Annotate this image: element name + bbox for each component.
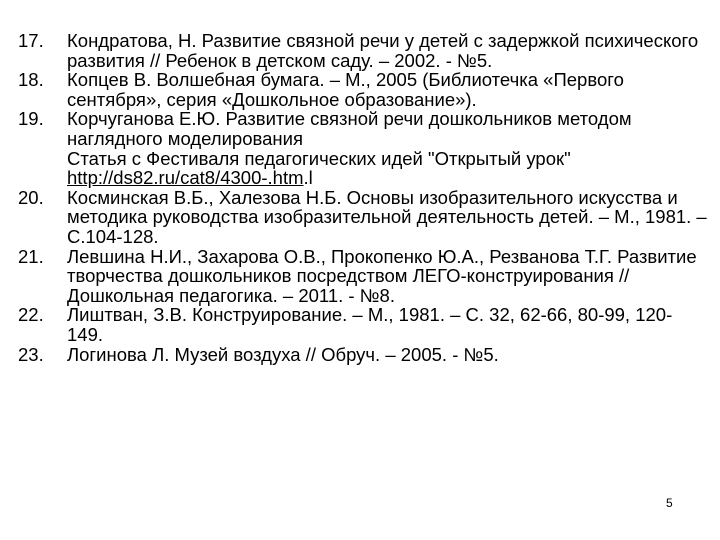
reference-text: Кондратова, Н. Развитие связной речи у детей с задержкой психического развития // Ребенок в детском саду. – 2002. - №5. [67,30,699,71]
reference-number: 23. [18,343,44,365]
reference-body [67,109,708,187]
reference-text: Левшина Н.И., Захарова О.В., Прокопенко Ю.А., Резванова Т.Г. Развитие творчества дошкольников посредством ЛЕГО-конструирования //Дошкольная педагогика. – 2011. - №8. [67,245,697,306]
reference-item [18,305,708,344]
reference-link[interactable]: http://ds82.ru/cat8/4300-.htm [67,167,304,189]
reference-item [18,247,708,306]
reference-text: Косминская В.Б., Халезова Н.Б. Основы изобразительного искусства и методика руководства изобразительной деятельность детей. – М., 1981. – С.104-128. [67,186,707,247]
reference-item [18,70,708,109]
reference-item [18,188,708,247]
reference-text: Лиштван, З.В. Конструирование. – М., 1981. – С. 32, 62-66, 80-99, 120-149. [67,304,673,345]
reference-number: 17. [18,30,44,51]
reference-text: Логинова Л. Музей воздуха // Обруч. – 2005. - №5. [67,343,499,365]
reference-source-text: Статья с Фестиваля педагогических идей "Открытый урок" [67,147,571,169]
reference-item [18,345,708,365]
reference-number: 21. [18,245,44,267]
reference-text: Копцев В. Волшебная бумага. – М., 2005 (Библиотечка «Первого сентября», серия «Дошкольное образование»). [67,69,624,110]
reference-item [18,31,708,70]
reference-list [18,31,708,364]
reference-link-suffix: .l [303,167,313,189]
page-number: 5 [666,496,673,510]
reference-number: 22. [18,304,44,326]
reference-number: 20. [18,186,44,208]
reference-item [18,109,708,187]
reference-number: 18. [18,69,44,91]
reference-text: Корчуганова Е.Ю. Развитие связной речи дошкольников методом наглядного моделирования [67,108,632,149]
reference-number: 19. [18,108,44,130]
